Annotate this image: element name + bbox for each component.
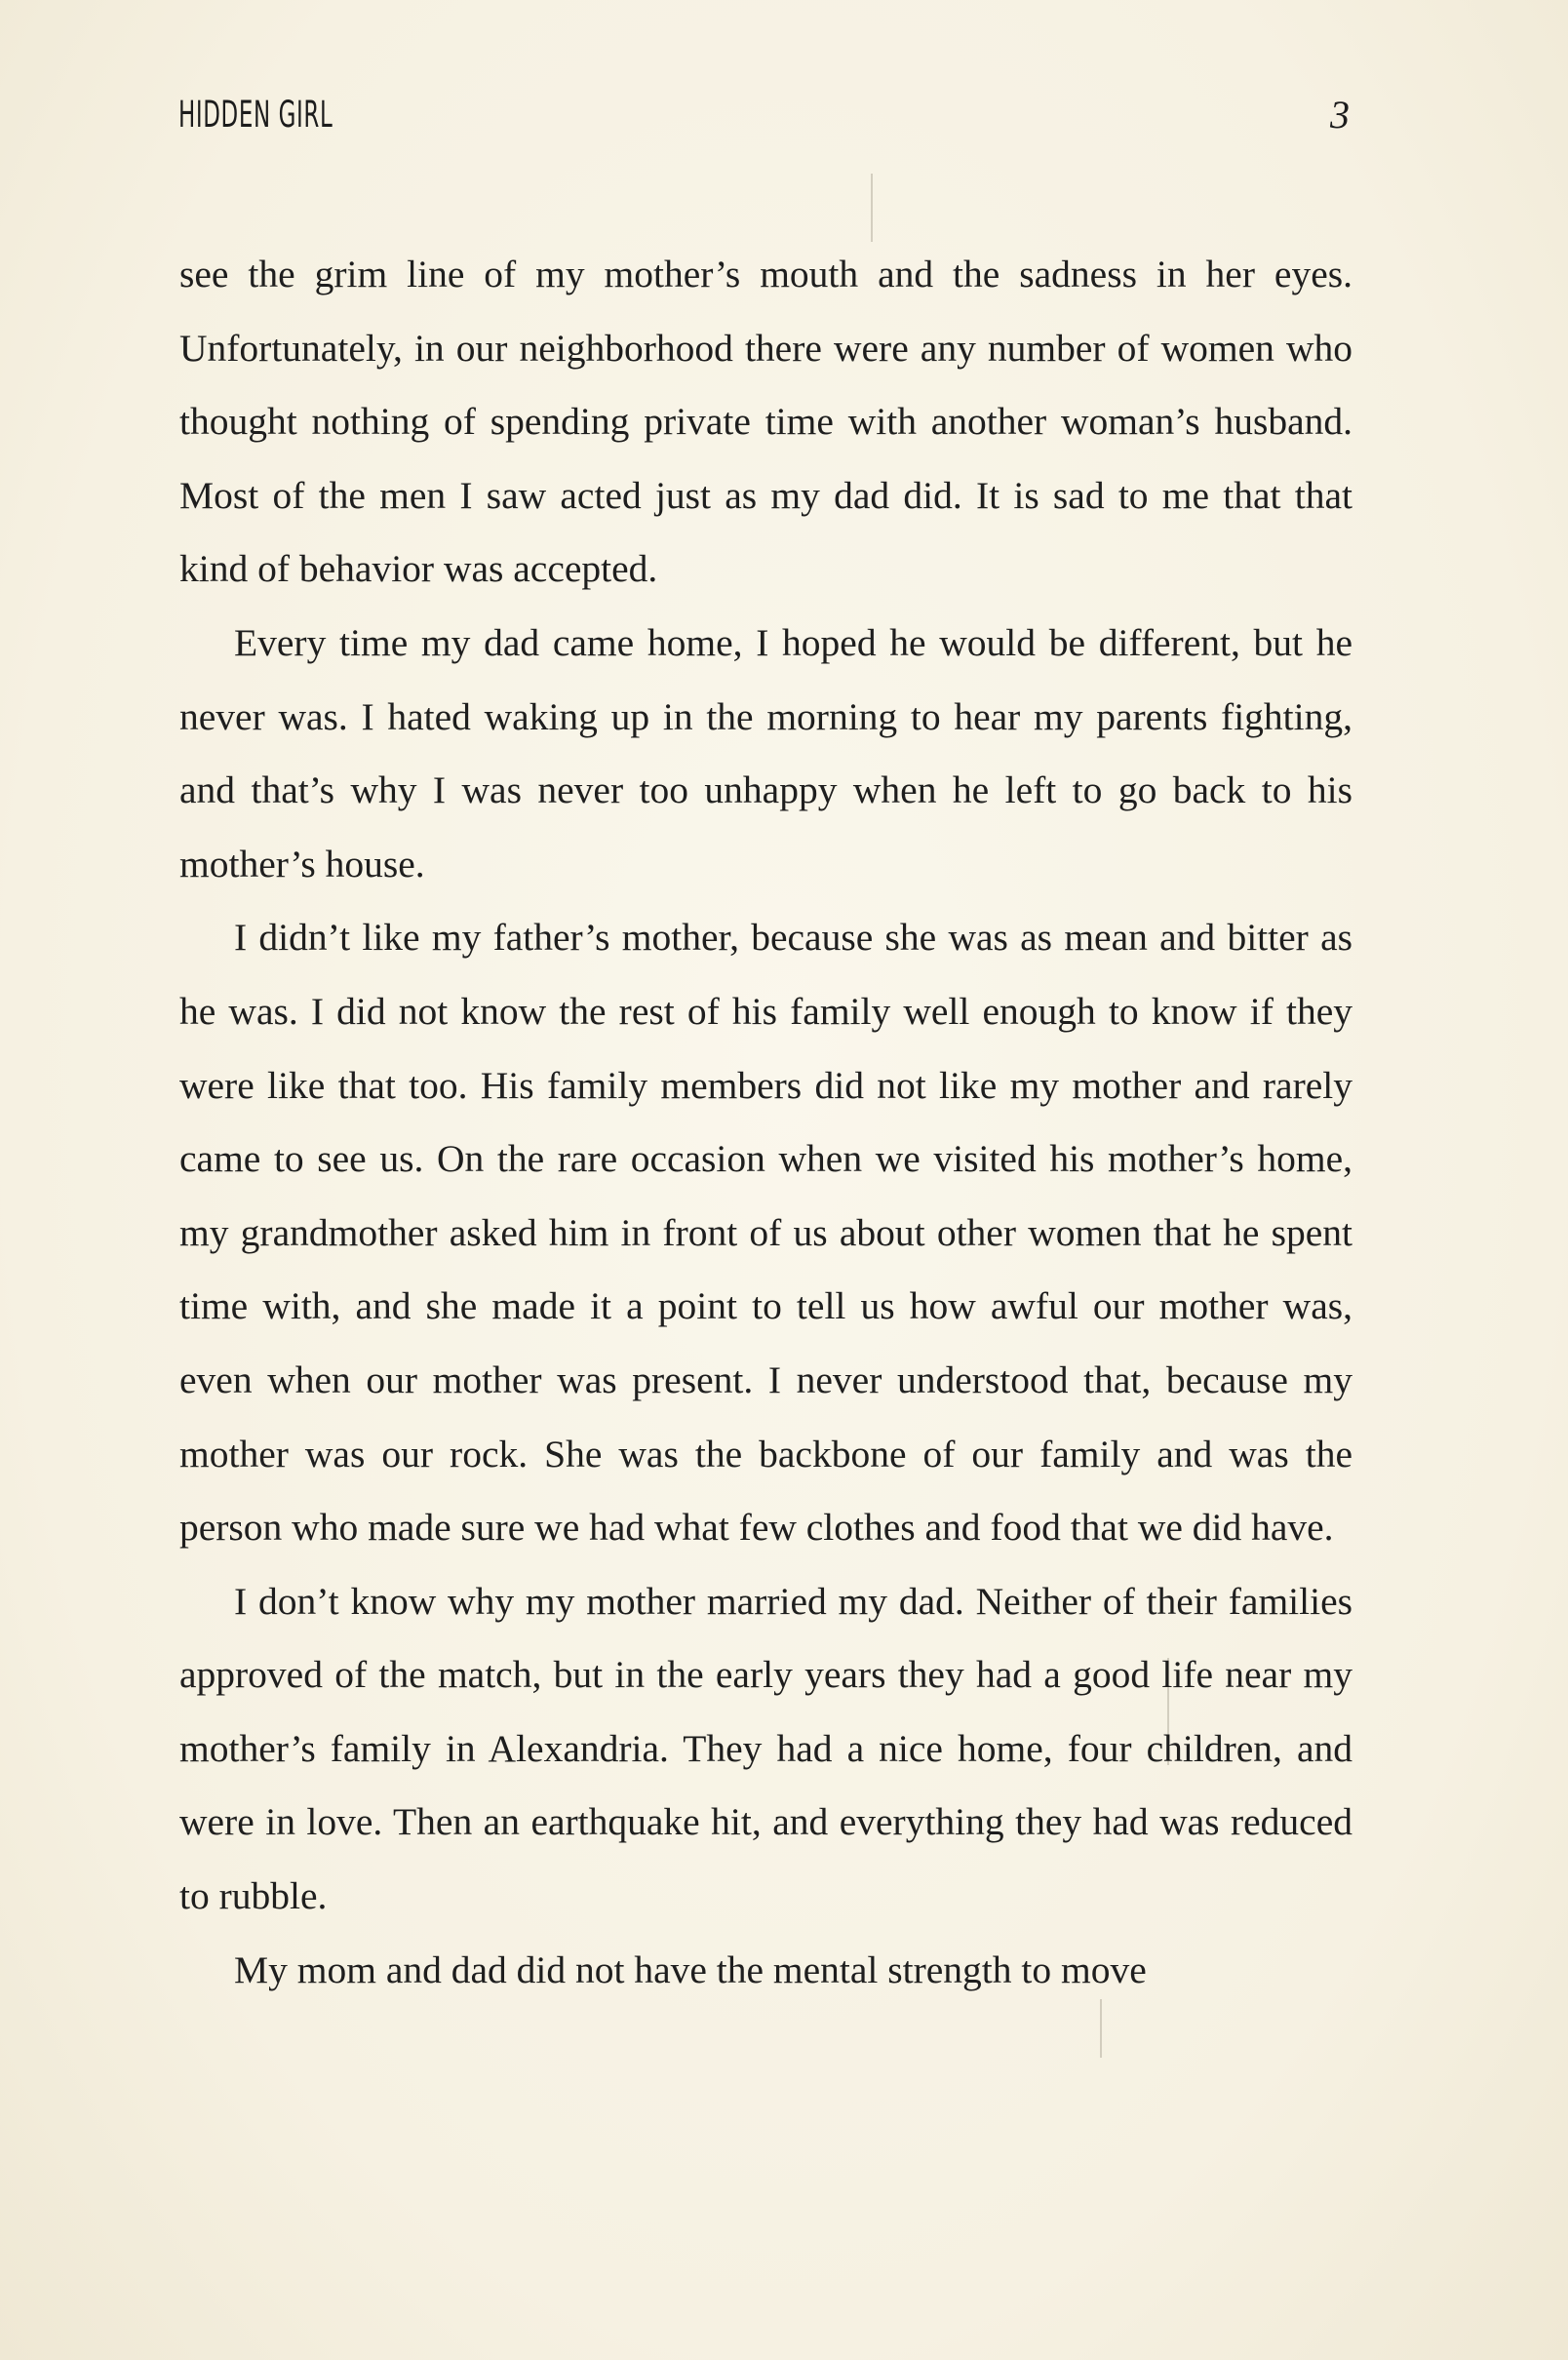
- page-scratch-mark: [871, 174, 873, 242]
- running-head: HIDDEN GIRL: [178, 94, 333, 136]
- paragraph: see the grim line of my mother’s mouth and the sadness in her eyes. Unfortunately, in our neighborhood there were any number of women who thought nothing of spending private time with another woman’s husband. Most of the men I saw acted just as my dad did. It is sad to me that that kind of behavior was accepted.: [179, 253, 1352, 591]
- paragraph: I didn’t like my father’s mother, because she was as mean and bitter as he was. I did not know the rest of his family well enough to know if they were like that too. His family members did not like my mother and rarely came to see us. On the rare occasion when we visited his mother’s home, my grandmother asked him in front of us about other women that he spent time with, and she made it a point to tell us how awful our mother was, even when our mother was present. I never understood that, because my mother was our rock. She was the backbone of our family and was the person who made sure we had what few clothes and food that we did have.: [179, 916, 1352, 1550]
- paragraph: I don’t know why my mother married my dad. Neither of their families approved of the match, but in the early years they had a good life near my mother’s family in Alexandria. They had a nice home, four children, and were in love. Then an earthquake hit, and everything they had was reduced to rubble.: [179, 1579, 1352, 1918]
- paragraph: Every time my dad came home, I hoped he would be different, but he never was. I hated waking up in the morning to hear my parents fighting, and that’s why I was never too unhappy when he left to go back to his mother’s house.: [179, 620, 1352, 885]
- body-text: [179, 238, 1352, 2007]
- page-number: 3: [1330, 93, 1350, 137]
- paragraph: My mom and dad did not have the mental strength to move: [234, 1947, 1147, 1991]
- page-scratch-mark: [1100, 1999, 1102, 2058]
